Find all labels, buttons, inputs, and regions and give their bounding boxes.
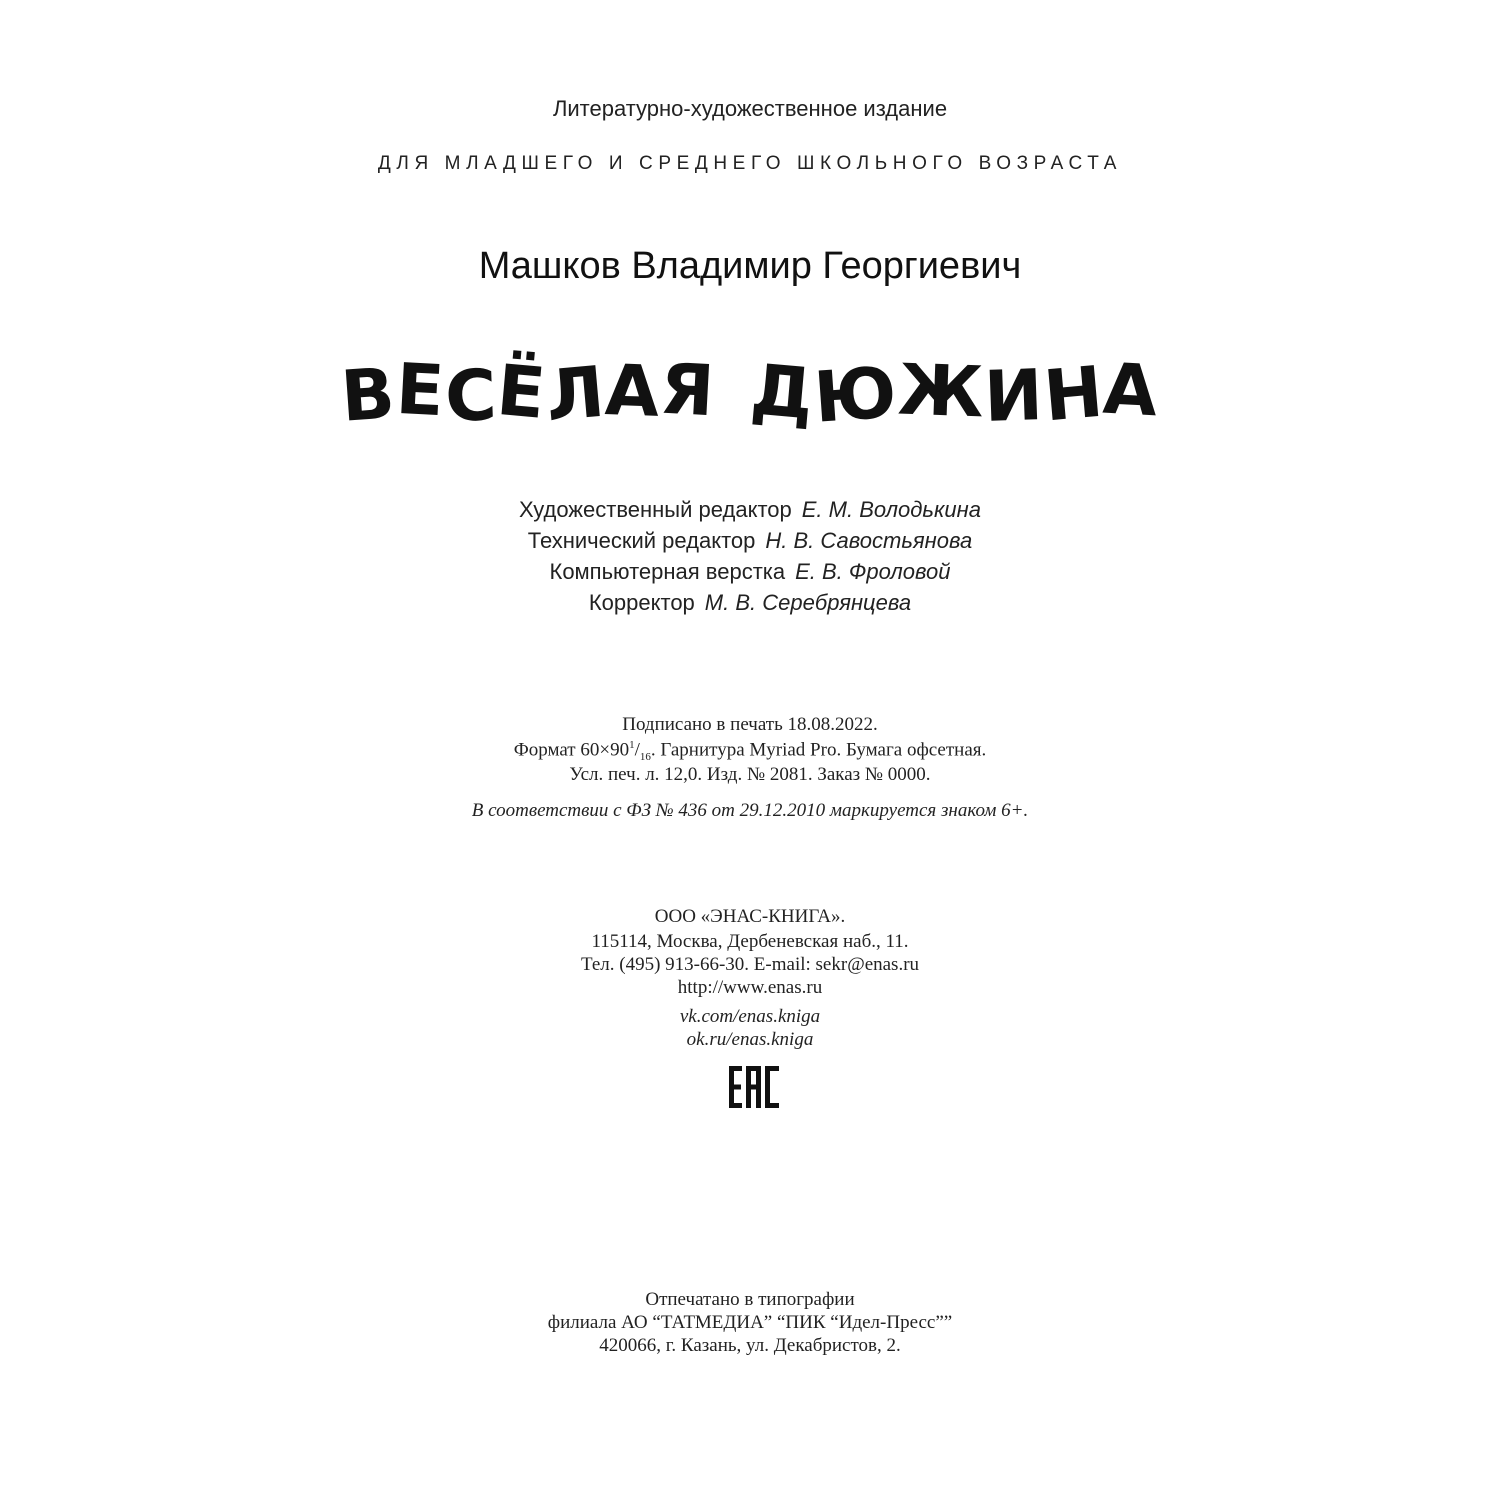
title-letter: А [603,349,662,433]
staff-role: Технический редактор [527,528,756,553]
format-prefix: Формат 60×90 [513,739,630,761]
title-letter: А [1101,347,1161,433]
title-letter: В [338,352,399,438]
staff-line [0,559,1500,585]
edition-type: Литературно-художественное издание [552,96,948,121]
age-rating-note: В соответствии с ФЗ № 436 от 29.12.2010 маркируется знаком 6+. [471,800,1029,821]
printer-line: Отпечатано в типографии [645,1289,855,1310]
title-letter: Л [542,350,609,438]
staff-name: Е. В. Фроловой [795,559,951,584]
title-letter: И [982,353,1046,439]
printer-name: филиала АО “ТАТМЕДИА” “ПИК “Идел-Пресс”” [547,1312,953,1333]
title-word-2 [747,347,1161,439]
imprint-signed: Подписано в печать 18.08.2022. [622,714,878,735]
title-word-1 [338,347,718,438]
publisher-name: ООО «ЭНАС-КНИГА». [654,906,846,927]
staff-line [0,528,1500,554]
title-letter: С [443,354,499,438]
staff-name: Е. М. Володькина [801,497,981,522]
publisher-contacts: Тел. (495) 913-66-30. E-mail: sekr@enas.ru [580,954,920,975]
staff-name: М. В. Серебрянцева [704,590,912,615]
title-letter: Н [1040,350,1107,438]
publisher-website: http://www.enas.ru [677,977,823,998]
title-letter: Д [747,348,818,436]
title-letter: Ж [896,348,986,434]
format-suffix: . Гарнитура Myriad Pro. Бумага офсетная. [650,739,987,761]
publisher-ok: ok.ru/enas.kniga [686,1029,814,1050]
title-letter: Е [393,347,447,433]
title-letter: Ю [811,351,901,439]
audience-note: ДЛЯ МЛАДШЕГО И СРЕДНЕГО ШКОЛЬНОГО ВОЗРАСТА [377,153,1123,174]
format-slash: / [634,739,640,761]
format-sub: 16 [639,751,651,764]
book-title [0,347,1500,439]
staff-line [0,497,1500,523]
imprint-sheets: Усл. печ. л. 12,0. Изд. № 2081. Заказ № 0000. [569,764,931,785]
author-name: Машков Владимир Георгиевич [478,245,1022,287]
staff-role: Художественный редактор [519,497,792,522]
printer-address: 420066, г. Казань, ул. Декабристов, 2. [599,1335,901,1356]
eac-mark-icon [729,1066,779,1108]
staff-role: Компьютерная верстка [549,559,786,584]
format-sup: 1 [629,739,635,751]
staff-line [0,590,1500,616]
title-letter: Ё [493,349,550,435]
staff-role: Корректор [588,590,695,615]
publisher-vk: vk.com/enas.kniga [679,1006,821,1027]
staff-name: Н. В. Савостьянова [765,528,973,553]
title-letter: Я [658,347,718,433]
imprint-format [0,739,1500,763]
publisher-address: 115114, Москва, Дербеневская наб., 11. [591,931,909,952]
